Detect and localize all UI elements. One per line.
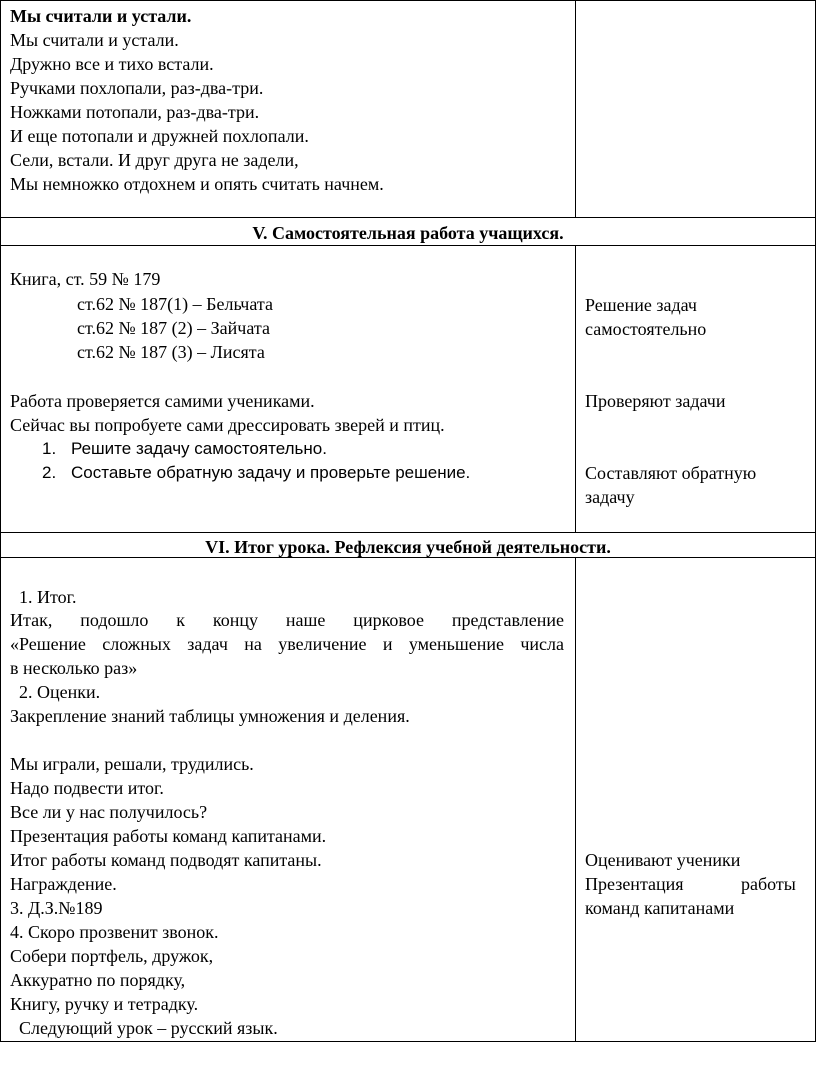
- list-item: Составьте обратную задачу и проверьте решение.: [71, 463, 471, 482]
- activity-note: Решение задач: [585, 295, 697, 315]
- task-item: ст.62 № 187 (2) – Зайчата: [77, 318, 270, 338]
- summary-line: 3. Д.З.№189: [10, 898, 103, 918]
- summary-line: Собери портфель, дружок,: [10, 946, 214, 966]
- column-divider: [575, 0, 576, 218]
- activity-note: команд капитанами: [585, 898, 735, 918]
- summary-line: 2. Оценки.: [10, 682, 101, 702]
- summary-line: Аккуратно по порядку,: [10, 970, 186, 990]
- poem-line: И еще потопали и дружней похлопали.: [10, 126, 309, 146]
- activity-note: самостоятельно: [585, 319, 707, 339]
- summary-line: Книгу, ручку и тетрадку.: [10, 994, 199, 1014]
- summary-line: в несколько раз»: [10, 658, 138, 678]
- summary-line: 1. Итог.: [10, 587, 77, 607]
- rest-title: Мы считали и устали.: [10, 6, 192, 26]
- summary-line: Награждение.: [10, 874, 117, 894]
- activity-note: Проверяют задачи: [585, 391, 726, 411]
- check-note: Работа проверяется самими учениками.: [10, 391, 315, 411]
- summary-line: Итог работы команд подводят капитаны.: [10, 850, 322, 870]
- summary-line: 4. Скоро прозвенит звонок.: [10, 922, 219, 942]
- train-note: Сейчас вы попробуете сами дрессировать зверей и птиц.: [10, 415, 445, 435]
- table-border-bottom: [0, 1041, 816, 1042]
- poem-line: Дружно все и тихо встали.: [10, 54, 214, 74]
- summary-line: Надо подвести итог.: [10, 778, 164, 798]
- table-border: [0, 245, 816, 246]
- summary-line: Презентация работы команд капитанами.: [10, 826, 327, 846]
- summary-line: Закрепление знаний таблицы умножения и деления.: [10, 706, 410, 726]
- table-border: [0, 217, 816, 218]
- section-heading: V. Самостоятельная работа учащихся.: [252, 223, 564, 243]
- task-item: ст.62 № 187(1) – Бельчата: [77, 294, 273, 314]
- poem-line: Ножками потопали, раз-два-три.: [10, 102, 260, 122]
- list-number: 1.: [42, 439, 57, 458]
- poem-line: Мы немножко отдохнем и опять считать начнем.: [10, 174, 384, 194]
- activity-note: Оценивают ученики: [585, 850, 741, 870]
- table-border-top: [0, 0, 816, 1]
- activity-note: задачу: [585, 487, 635, 507]
- task-item: ст.62 № 187 (3) – Лисята: [77, 342, 265, 362]
- summary-line: Все ли у нас получилось?: [10, 802, 208, 822]
- poem-line: Сели, встали. И друг друга не задели,: [10, 150, 299, 170]
- summary-line: Мы играли, решали, трудились.: [10, 754, 254, 774]
- summary-line: «Решение сложных задач на увеличение и уменьшение числа: [10, 634, 564, 654]
- poem-line: Мы считали и устали.: [10, 30, 179, 50]
- poem-line: Ручками похлопали, раз-два-три.: [10, 78, 264, 98]
- activity-note: работы: [741, 874, 796, 894]
- table-border: [0, 532, 816, 533]
- column-divider: [575, 245, 576, 533]
- column-divider: [575, 557, 576, 1042]
- table-border-left: [0, 0, 1, 1042]
- section-heading: VI. Итог урока. Рефлексия учебной деятельности.: [205, 537, 611, 557]
- list-number: 2.: [42, 463, 57, 482]
- list-item: Решите задачу самостоятельно.: [71, 439, 327, 458]
- summary-line: Следующий урок – русский язык.: [10, 1018, 278, 1038]
- summary-line: Итак, подошло к концу наше цирковое представление: [10, 610, 564, 630]
- activity-note: Составляют обратную: [585, 463, 757, 483]
- book-reference: Книга, ст. 59 № 179: [10, 269, 161, 289]
- activity-note: Презентация: [585, 874, 684, 894]
